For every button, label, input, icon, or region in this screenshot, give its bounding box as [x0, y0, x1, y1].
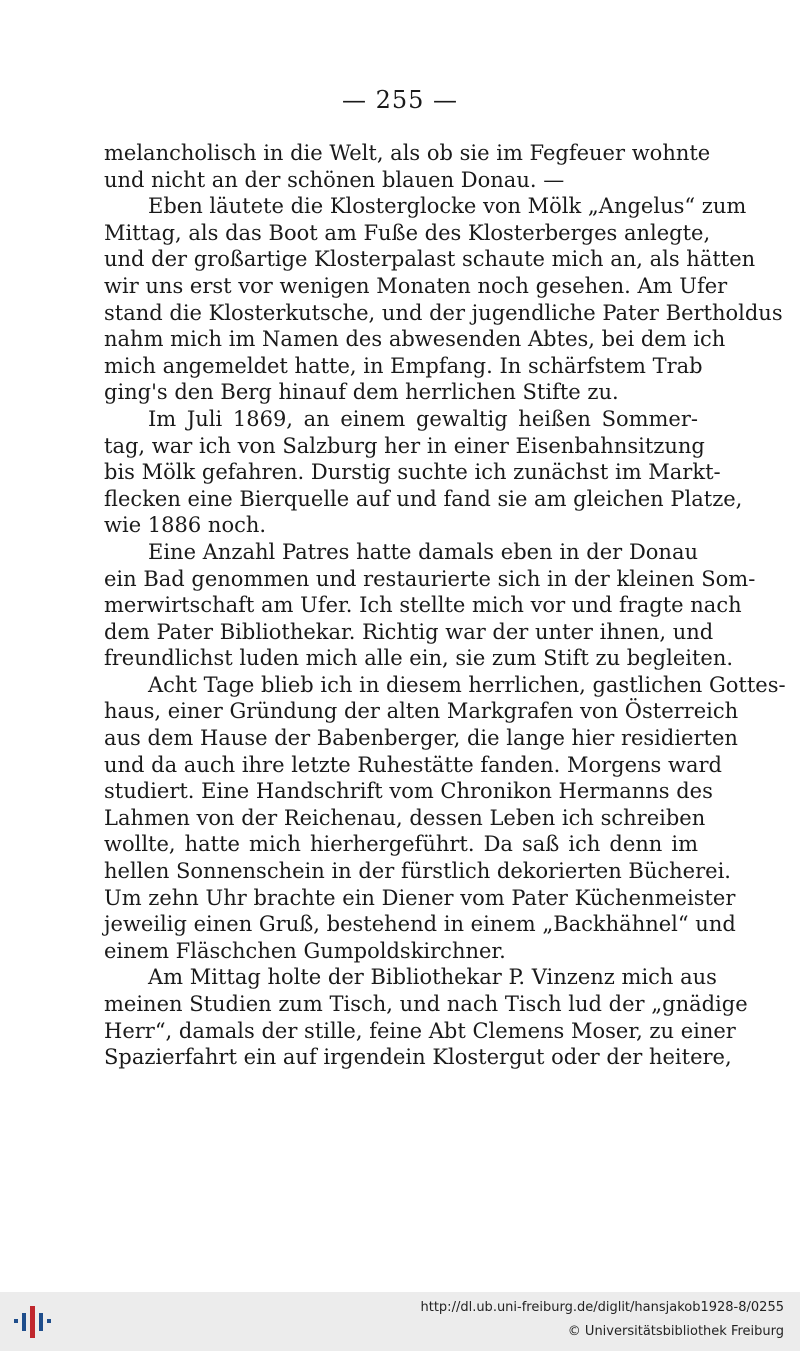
text-line: stand die Klosterkutsche, und der jugendliche Pater Bertholdus [104, 300, 783, 325]
text-line: freundlichst luden mich alle ein, sie zum Stift zu begleiten. [104, 646, 734, 671]
text-line: einem Fläschchen Gumpoldskirchner. [104, 938, 506, 963]
text-line: wir uns erst vor wenigen Monaten noch gesehen. Am Ufer [104, 273, 728, 298]
text-line: melancholisch in die Welt, als ob sie im Fegfeuer wohnte [104, 141, 711, 165]
body-text [104, 140, 786, 1071]
text-line: wollte, hatte mich hierhergeführt. Da saß ich denn im [104, 832, 698, 857]
permalink-url[interactable]: http://dl.ub.uni-freiburg.de/diglit/hansjakob1928-8/0255 [420, 1300, 784, 1315]
text-line: wie 1886 noch. [104, 513, 267, 538]
text-line: meinen Studien zum Tisch, und nach Tisch lud der „gnädige [104, 992, 748, 1016]
text-line: haus, einer Gründung der alten Markgrafen von Österreich [104, 699, 739, 724]
text-line: Um zehn Uhr brachte ein Diener vom Pater Küchenmeister [104, 885, 736, 910]
footer-bar [0, 1292, 800, 1351]
copyright-notice: © Universitätsbibliothek Freiburg [567, 1324, 784, 1339]
text-line: merwirtschaft am Ufer. Ich stellte mich vor und fragte nach [104, 593, 742, 618]
text-line: und da auch ihre letzte Ruhestätte fanden. Morgens ward [104, 752, 722, 777]
text-line: Herr“, damals der stille, feine Abt Clemens Moser, zu einer [104, 1018, 736, 1043]
page-number: — 255 — [341, 86, 459, 114]
text-line: Acht Tage blieb ich in diesem herrlichen, gastlichen Gottes- [148, 672, 786, 697]
text-line: aus dem Hause der Babenberger, die lange hier residierten [104, 726, 738, 751]
text-line: Lahmen von der Reichenau, dessen Leben ich schreiben [104, 805, 706, 830]
text-line: nahm mich im Namen des abwesenden Abtes, bei dem ich [104, 327, 726, 352]
text-line: Eben läutete die Klosterglocke von Mölk „Angelus“ zum [148, 194, 747, 219]
text-line: und der großartige Klosterpalast schaute mich an, als hätten [104, 247, 756, 272]
text-line: Eine Anzahl Patres hatte damals eben in der Donau [148, 539, 698, 564]
text-line: jeweilig einen Gruß, bestehend in einem „Backhähnel“ und [104, 912, 736, 937]
text-line: tag, war ich von Salzburg her in einer Eisenbahnsitzung [104, 433, 705, 458]
text-line: hellen Sonnenschein in der fürstlich dekorierten Bücherei. [104, 859, 731, 884]
text-line: dem Pater Bibliothekar. Richtig war der unter ihnen, und [104, 619, 714, 644]
ub-freiburg-logo-icon[interactable] [12, 1304, 52, 1340]
text-line: Am Mittag holte der Bibliothekar P. Vinzenz mich aus [148, 965, 717, 990]
text-line: Spazierfahrt ein auf irgendein Klostergut oder der heitere, [104, 1045, 732, 1070]
text-line: bis Mölk gefahren. Durstig suchte ich zunächst im Markt- [104, 460, 721, 485]
text-line: mich angemeldet hatte, in Empfang. In schärfstem Trab [104, 353, 703, 378]
text-line: und nicht an der schönen blauen Donau. — [104, 167, 565, 192]
text-line: Mittag, als das Boot am Fuße des Klosterberges anlegte, [104, 220, 711, 245]
text-line: ein Bad genommen und restaurierte sich in der kleinen Som- [104, 566, 756, 591]
text-line: studiert. Eine Handschrift vom Chronikon Hermanns des [104, 779, 713, 804]
text-line: ging's den Berg hinauf dem herrlichen Stifte zu. [104, 380, 619, 405]
text-line: flecken eine Bierquelle auf und fand sie am gleichen Platze, [104, 486, 743, 511]
text-line: Im Juli 1869, an einem gewaltig heißen Sommer- [148, 406, 698, 431]
